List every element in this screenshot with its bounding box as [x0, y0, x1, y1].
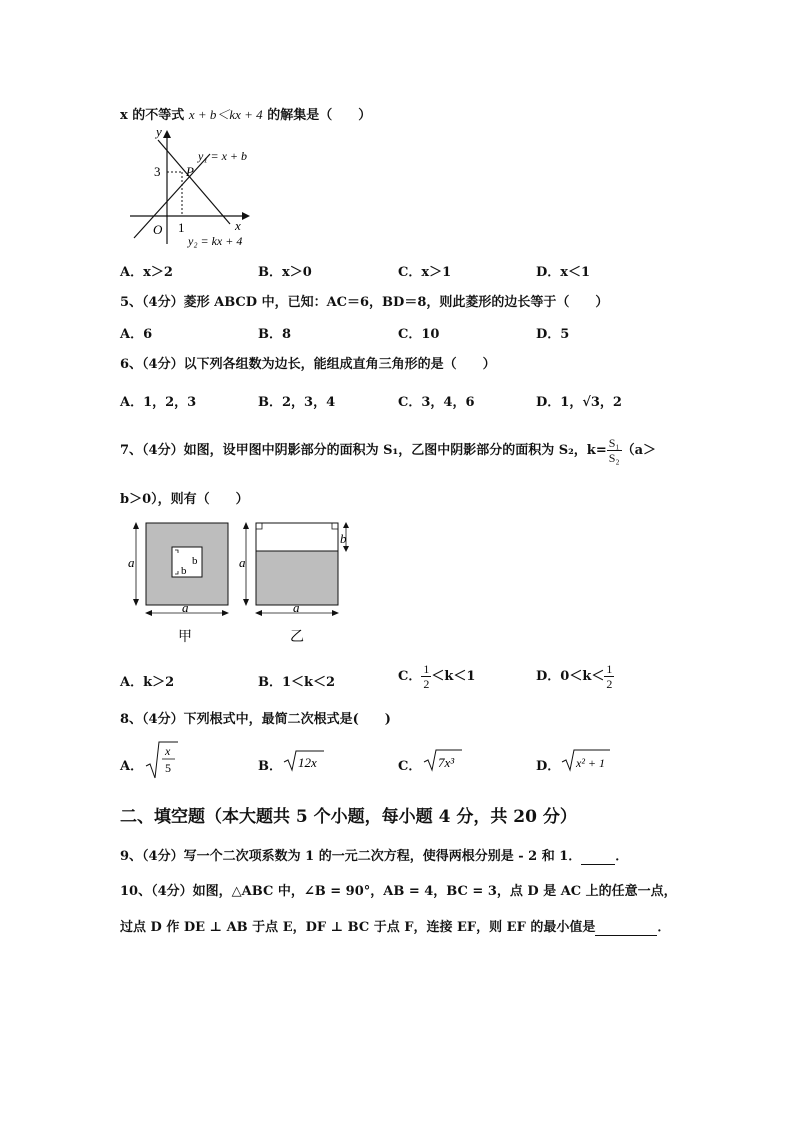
line2-label: y₂ = kx + 4: [188, 234, 243, 248]
q10-line1: 如图，△ABC 中，∠B = 90°，AB = 4，BC = 3，点 D 是 AC 上的任意一点，: [192, 884, 677, 899]
q10-number: 10、（4分）: [120, 884, 193, 899]
q4-option-d[interactable]: D．x＜1: [536, 265, 591, 280]
q7-option-b[interactable]: B．1＜k＜2: [258, 675, 336, 690]
x-axis-label: x: [235, 218, 241, 233]
q7-number: 7、（4分）: [120, 443, 184, 458]
q8-option-b-radical: [282, 748, 326, 774]
radicand-a-den: 5: [165, 761, 171, 775]
q8-text: 下列根式中，最简二次根式是( ): [183, 712, 391, 727]
fig1-b-bottom: b: [181, 565, 187, 577]
q7-option-d[interactable]: D．0＜k＜ $\frac{1}{2}$: [536, 662, 613, 691]
fig1-inner-square: [172, 547, 202, 577]
radicand-a-num: x: [165, 744, 171, 758]
q4-option-a[interactable]: A．x＞2: [120, 265, 173, 280]
q9-stem: 9、（4分）写一个二次项系数为 1 的一元二次方程，使得两根分别是 - 2 和 1． ．: [120, 849, 629, 864]
fig2-b-right: b: [340, 531, 347, 546]
q9-text: 写一个二次项系数为 1 的一元二次方程，使得两根分别是 - 2 和 1．: [183, 849, 582, 864]
y-axis-label: y: [156, 126, 162, 139]
tick-y-label: 3: [154, 164, 161, 179]
q8-option-d[interactable]: D．: [536, 759, 561, 774]
fig1-a-left: a: [128, 555, 135, 570]
fig2-a-bottom: a: [293, 600, 300, 615]
line1-label: y₁ = x + b: [198, 149, 248, 163]
q7-stem: 7、（4分）如图，设甲图中阴影部分的面积为 S₁，乙图中阴影部分的面积为 S₂，k= $\frac{\text{S₁}}{\text{S₂}}$ （a＞: [120, 436, 657, 465]
radicand-c: 7x³: [438, 755, 455, 770]
line-y1: [134, 154, 210, 238]
q6-option-d[interactable]: D．1，√3，2: [536, 395, 622, 410]
fig2-shaded: [256, 551, 338, 605]
fig2-a-left: a: [239, 555, 246, 570]
q8-option-c[interactable]: C．: [398, 759, 422, 774]
q9-answer-blank[interactable]: [581, 849, 615, 865]
q5-stem: [120, 291, 608, 310]
q8-stem: [120, 708, 391, 727]
q5-text: 菱形 ABCD 中，已知：AC＝6，BD＝8，则此菱形的边长等于（ ）: [183, 295, 609, 310]
q6-stem: [120, 353, 496, 372]
q7-k-fraction: $\frac{\text{S₁}}{\text{S₂}}$: [608, 436, 620, 465]
q4-option-b[interactable]: B．x＞0: [258, 265, 312, 280]
q8-option-a[interactable]: A．: [120, 759, 144, 774]
origin-label: O: [153, 222, 163, 237]
fig1-caption: 甲: [178, 630, 192, 645]
q5-number: 5、（4分）: [120, 295, 184, 310]
q4-graph: [120, 126, 270, 251]
q7-option-a[interactable]: A．k＞2: [120, 675, 175, 690]
q10-stem-line1: [120, 880, 677, 899]
q7-stem-line2: b＞0），则有（ ）: [120, 492, 249, 507]
q8-option-d-radical: [560, 746, 612, 774]
radicand-d: x² + 1: [576, 756, 606, 770]
q6-text: 以下列各组数为边长，能组成直角三角形的是（ ）: [183, 357, 496, 372]
q6-number: 6、（4分）: [120, 357, 184, 372]
q8-option-a-radical: [144, 738, 180, 782]
q7-option-c[interactable]: C． $\frac{1}{2}$ ＜k＜1: [398, 662, 476, 691]
x-axis-arrow: [242, 212, 250, 220]
q8-option-c-radical: [422, 746, 464, 774]
fig2-caption: 乙: [290, 630, 304, 645]
q5-option-d[interactable]: D．5: [536, 327, 570, 342]
q5-option-b[interactable]: B．8: [258, 327, 292, 342]
q4-option-c[interactable]: C．x＞1: [398, 265, 452, 280]
section-2-title: 二、填空题（本大题共 5 个小题，每小题 4 分，共 20 分）: [120, 807, 577, 827]
radicand-b: 12x: [298, 755, 317, 770]
q4-stem: x 的不等式 x + b＜kx + 4 的解集是（ ）: [120, 107, 372, 123]
fig1-a-bottom: a: [182, 600, 189, 615]
tick-x-label: 1: [178, 220, 185, 235]
q10-line2: 过点 D 作 DE ⊥ AB 于点 E，DF ⊥ BC 于点 F，连接 EF，则 EF 的最小值是: [120, 920, 596, 935]
q7-option-d-fraction: $\frac{1}{2}$: [606, 662, 613, 691]
q7-figures: [126, 515, 366, 650]
y-axis-arrow: [163, 130, 171, 138]
q7-option-c-fraction: $\frac{1}{2}$: [423, 662, 430, 691]
q10-stem-line2: 过点 D 作 DE ⊥ AB 于点 E，DF ⊥ BC 于点 F，连接 EF，则 EF 的最小值是 ．: [120, 920, 671, 935]
q6-option-c[interactable]: C．3，4，6: [398, 395, 475, 410]
point-p-label: P: [186, 164, 194, 179]
q10-answer-blank[interactable]: [595, 920, 657, 936]
q5-option-a[interactable]: A．6: [120, 327, 153, 342]
fig1-b-right: b: [192, 555, 198, 567]
q6-option-a[interactable]: A．1，2，3: [120, 395, 197, 410]
q8-number: 8、（4分）: [120, 712, 184, 727]
q6-option-b[interactable]: B．2，3，4: [258, 395, 336, 410]
q8-option-b[interactable]: B．: [258, 759, 282, 774]
q5-option-c[interactable]: C．10: [398, 327, 440, 342]
q9-number: 9、（4分）: [120, 849, 184, 864]
